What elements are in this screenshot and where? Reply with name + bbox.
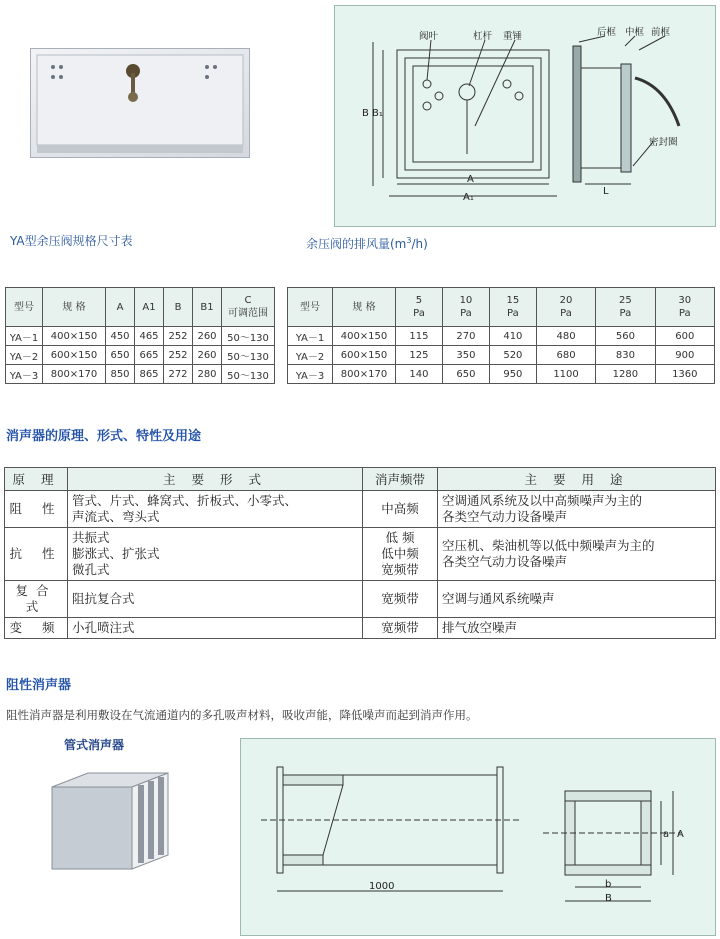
muffler-type: 复合式 — [5, 581, 68, 618]
tube-muffler-drawing-svg — [241, 739, 715, 935]
flow-cell: 1360 — [655, 365, 714, 384]
flow-cell: 400×150 — [333, 327, 396, 346]
spec-h-a1: A1 — [135, 288, 164, 327]
muffler-forms-line: 小孔喷注式 — [72, 620, 135, 635]
flow-cell: 270 — [442, 327, 489, 346]
flow-cell: 125 — [396, 346, 443, 365]
label-seal-ring: 密封圈 — [649, 137, 678, 148]
spec-cell: 260 — [193, 346, 222, 365]
muffler-band-line: 宽频带 — [381, 562, 419, 577]
flow-cell: 560 — [596, 327, 655, 346]
muffler-band-line: 低 频 — [385, 530, 415, 545]
spec-h-c-letter: C — [244, 295, 252, 306]
dim-length: 1000 — [369, 881, 395, 892]
pressure-unit: Pa — [619, 308, 632, 319]
flow-title-main: 余压阀的排风量(m — [306, 237, 407, 251]
muffler-row — [5, 528, 716, 581]
muffler-forms-line: 膨涨式、扩张式 — [72, 546, 160, 561]
muffler-use — [438, 491, 716, 528]
pressure-value: 15 — [506, 295, 520, 306]
spec-cell: 272 — [164, 365, 193, 384]
spec-cell: 280 — [193, 365, 222, 384]
spec-cell: YA－1 — [6, 327, 43, 346]
muffler-row — [5, 581, 716, 618]
muffler-forms-line: 声流式、弯头式 — [72, 509, 160, 524]
dim-b: B — [362, 108, 369, 119]
spec-cell: 465 — [135, 327, 164, 346]
flow-h-pressure — [489, 288, 536, 327]
muffler-forms — [68, 581, 363, 618]
muffler-table-body — [5, 491, 716, 639]
label-blade: 阀叶 — [419, 31, 439, 42]
resistive-description: 阻性消声器是利用敷设在气流通道内的多孔吸声材料，吸收声能，降低噪声而起到消声作用。 — [6, 708, 478, 722]
flow-cell: 1100 — [536, 365, 595, 384]
spec-row — [6, 327, 275, 346]
flow-h-pressure — [655, 288, 714, 327]
muffler-use-line: 各类空气动力设备噪声 — [442, 554, 568, 569]
label-lever: 杠杆 — [473, 31, 493, 42]
flow-cell: 650 — [442, 365, 489, 384]
muffler-forms — [68, 618, 363, 639]
flow-row — [288, 327, 715, 346]
muffler-band — [363, 528, 438, 581]
flow-cell: 680 — [536, 346, 595, 365]
dim-a: A — [467, 174, 474, 185]
valve-drawing-svg — [335, 6, 715, 226]
muffler-band — [363, 491, 438, 528]
muffler-table — [4, 467, 716, 639]
spec-row — [6, 365, 275, 384]
flow-cell: 950 — [489, 365, 536, 384]
flow-title-tail: /h) — [411, 237, 428, 251]
muffler-use — [438, 528, 716, 581]
spec-cell: 252 — [164, 346, 193, 365]
flow-cell: YA－1 — [288, 327, 333, 346]
spec-cell: 252 — [164, 327, 193, 346]
spec-cell: 450 — [106, 327, 135, 346]
muffler-type: 变 频 — [5, 618, 68, 639]
dim-small-b: b — [605, 879, 612, 890]
flow-cell: 600×150 — [333, 346, 396, 365]
flow-h-size: 规 格 — [333, 288, 396, 327]
pressure-unit: Pa — [560, 308, 572, 319]
flow-row — [288, 365, 715, 384]
flow-table — [287, 287, 715, 384]
pressure-unit: Pa — [507, 308, 519, 319]
muffler-type: 阻 性 — [5, 491, 68, 528]
pressure-value: 5 — [415, 295, 423, 306]
flow-row — [288, 346, 715, 365]
pressure-value: 25 — [619, 295, 632, 306]
muffler-h-forms: 主 要 形 式 — [68, 468, 363, 491]
spec-h-b1: B1 — [193, 288, 222, 327]
flow-h-pressure — [596, 288, 655, 327]
spec-cell: 850 — [106, 365, 135, 384]
muffler-band-line: 宽频带 — [381, 591, 419, 606]
spec-cell: 865 — [135, 365, 164, 384]
dim-small-a: a — [663, 829, 670, 840]
spec-row — [6, 346, 275, 365]
flow-table-title — [306, 235, 428, 252]
spec-cell: 400×150 — [43, 327, 106, 346]
spec-table — [5, 287, 275, 384]
flow-cell: 140 — [396, 365, 443, 384]
muffler-use-line: 各类空气动力设备噪声 — [442, 509, 568, 524]
flow-h-pressure — [536, 288, 595, 327]
flow-cell: 830 — [596, 346, 655, 365]
flow-h-pressure — [442, 288, 489, 327]
muffler-use-line: 排气放空噪声 — [442, 620, 518, 635]
flow-cell: 480 — [536, 327, 595, 346]
spec-cell: 50～130 — [222, 346, 275, 365]
muffler-forms-line: 阻抗复合式 — [72, 591, 135, 606]
tube-muffler-photo — [40, 765, 190, 875]
flow-table-header — [288, 288, 715, 327]
flow-cell: 600 — [655, 327, 714, 346]
flow-cell: 410 — [489, 327, 536, 346]
tube-muffler-illustration — [40, 765, 190, 875]
muffler-h-principle: 原 理 — [5, 468, 68, 491]
dim-big-b: B — [605, 893, 612, 904]
flow-cell: 115 — [396, 327, 443, 346]
muffler-band — [363, 581, 438, 618]
spec-cell: 665 — [135, 346, 164, 365]
resistive-section-title: 阻性消声器 — [6, 678, 72, 693]
flow-cell: 1280 — [596, 365, 655, 384]
spec-h-size: 规 格 — [43, 288, 106, 327]
spec-h-a: A — [106, 288, 135, 327]
pressure-unit: Pa — [678, 308, 691, 319]
muffler-band-line: 宽频带 — [381, 620, 419, 635]
spec-table-title: YA型余压阀规格尺寸表 — [10, 234, 133, 248]
muffler-use — [438, 581, 716, 618]
flow-title-sup: 3 — [406, 236, 412, 245]
spec-cell: 650 — [106, 346, 135, 365]
dim-big-a: A — [677, 829, 684, 840]
pressure-value: 10 — [459, 295, 473, 306]
flow-table-body — [288, 327, 715, 384]
muffler-forms — [68, 491, 363, 528]
spec-cell: 260 — [193, 327, 222, 346]
pressure-unit: Pa — [413, 308, 425, 319]
flow-cell: 520 — [489, 346, 536, 365]
tube-muffler-title: 管式消声器 — [64, 738, 125, 752]
spec-cell: 50～130 — [222, 327, 275, 346]
valve-photo-illustration — [31, 49, 249, 157]
pressure-value: 30 — [678, 295, 692, 306]
muffler-row — [5, 618, 716, 639]
flow-h-model: 型号 — [288, 288, 333, 327]
pressure-value: 20 — [559, 295, 573, 306]
spec-h-c — [222, 288, 275, 327]
spec-cell: 50～130 — [222, 365, 275, 384]
spec-cell: YA－2 — [6, 346, 43, 365]
spec-h-b: B — [164, 288, 193, 327]
spec-cell: 600×150 — [43, 346, 106, 365]
spec-cell: 800×170 — [43, 365, 106, 384]
muffler-forms-line: 共振式 — [72, 530, 110, 545]
flow-h-pressure — [396, 288, 443, 327]
muffler-use-line: 空压机、柴油机等以低中频噪声为主的 — [442, 538, 655, 553]
muffler-h-use: 主 要 用 途 — [438, 468, 716, 491]
flow-cell: YA－3 — [288, 365, 333, 384]
label-weight: 重锤 — [503, 31, 523, 42]
spec-h-c-range: 可调范围 — [228, 308, 268, 319]
muffler-forms-line: 管式、片式、蜂窝式、折板式、小零式、 — [72, 493, 298, 508]
muffler-table-header — [5, 468, 716, 491]
dim-a1: A₁ — [463, 192, 474, 203]
spec-h-model: 型号 — [6, 288, 43, 327]
muffler-row — [5, 491, 716, 528]
valve-photo — [30, 48, 250, 158]
valve-drawing — [334, 5, 716, 227]
dim-l: L — [603, 186, 609, 197]
dim-b1: B₁ — [372, 108, 383, 119]
spec-table-body — [6, 327, 275, 384]
tube-muffler-drawing — [240, 738, 716, 936]
muffler-forms-line: 微孔式 — [72, 562, 110, 577]
muffler-h-band: 消声频带 — [363, 468, 438, 491]
label-middle-frame: 中框 — [625, 27, 645, 38]
flow-cell: 900 — [655, 346, 714, 365]
label-rear-frame: 后框 — [597, 27, 617, 38]
muffler-forms — [68, 528, 363, 581]
flow-cell: 350 — [442, 346, 489, 365]
muffler-section-title: 消声器的原理、形式、特性及用途 — [6, 429, 202, 444]
muffler-band — [363, 618, 438, 639]
label-front-frame: 前框 — [651, 27, 671, 38]
spec-table-header — [6, 288, 275, 327]
spec-cell: YA－3 — [6, 365, 43, 384]
pressure-unit: Pa — [460, 308, 472, 319]
muffler-band-line: 中高频 — [381, 501, 419, 516]
muffler-use — [438, 618, 716, 639]
muffler-use-line: 空调通风系统及以中高频噪声为主的 — [442, 493, 643, 508]
muffler-use-line: 空调与通风系统噪声 — [442, 591, 555, 606]
flow-cell: YA－2 — [288, 346, 333, 365]
muffler-type: 抗 性 — [5, 528, 68, 581]
flow-cell: 800×170 — [333, 365, 396, 384]
muffler-band-line: 低中频 — [381, 546, 419, 561]
